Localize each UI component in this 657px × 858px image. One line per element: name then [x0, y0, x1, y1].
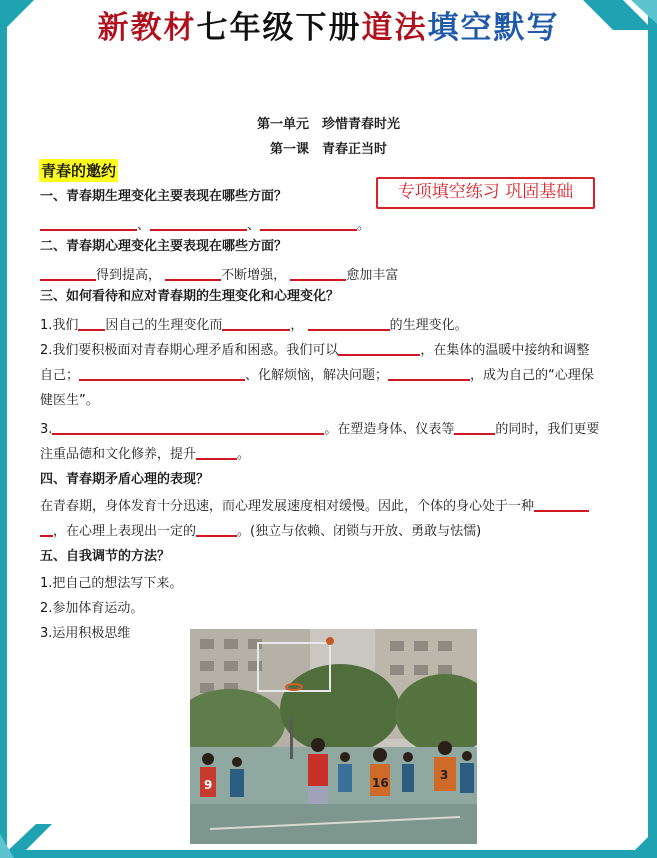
worksheet-content — [40, 188, 620, 646]
fill-blank[interactable] — [150, 216, 247, 231]
fill-blank[interactable] — [338, 341, 420, 356]
jersey-number: 16 — [372, 776, 389, 790]
answer-text: 自己； — [40, 368, 80, 383]
fill-blank[interactable] — [196, 522, 237, 537]
question-3-item-1 — [40, 313, 620, 338]
answer-text: 不断增强， — [221, 268, 287, 283]
lesson-title: 第一课 青春正当时 — [269, 142, 387, 157]
answer-text: 愈加丰富 — [346, 268, 399, 283]
fill-blank[interactable] — [52, 420, 324, 435]
fill-blank[interactable] — [222, 316, 290, 331]
question-3-item-2-line-3 — [40, 388, 620, 413]
answer-text: 2.我们要积极面对青春期心理矛盾和困惑。我们可以 — [40, 343, 339, 358]
separator: 。 — [357, 218, 371, 233]
frame-bottom-border — [0, 850, 657, 858]
banner-part-4: 填空默写 — [427, 10, 560, 46]
answer-text: 的生理变化。 — [389, 318, 468, 333]
question-1-title: 一、青春期生理变化主要表现在哪些方面？ — [40, 189, 288, 204]
fill-blank[interactable] — [40, 216, 137, 231]
separator: 、 — [137, 218, 151, 233]
answer-text: ，成为自己的“心理保 — [470, 368, 594, 383]
answer-text: 在青春期，身体发育十分迅速，而心理发展速度相对缓慢。因此，个体的身心处于一种 — [40, 499, 535, 514]
answer-text: 。 — [237, 447, 251, 462]
fill-blank[interactable] — [534, 497, 589, 512]
page-banner-title — [0, 2, 657, 47]
fill-blank[interactable] — [78, 316, 105, 331]
answer-text: 1.我们 — [40, 318, 79, 333]
answer-text: ， — [290, 318, 304, 333]
fill-blank[interactable] — [260, 216, 357, 231]
answer-text: ，在集体的温暖中接纳和调整 — [420, 343, 590, 358]
separator: 、 — [247, 218, 261, 233]
corner-decoration-bottom-right — [627, 828, 657, 858]
fill-blank[interactable] — [40, 266, 96, 281]
question-5-item-2: 2.参加体育运动。 — [40, 601, 144, 616]
question-2-title: 二、青春期心理变化主要表现在哪些方面？ — [40, 239, 288, 254]
fill-blank[interactable] — [165, 266, 221, 281]
question-3-title: 三、如何看待和应对青春期的生理变化和心理变化？ — [40, 289, 340, 304]
answer-text: 、化解烦恼，解决问题； — [245, 368, 389, 383]
fill-blank[interactable] — [454, 420, 495, 435]
question-4-title: 四、青春期矛盾心理的表现？ — [40, 472, 210, 487]
question-2-answer-line — [40, 263, 620, 288]
fill-blank[interactable] — [40, 522, 53, 537]
question-4-line-1 — [40, 494, 620, 519]
question-3-item-2-line-1 — [40, 338, 620, 363]
question-1-answer-line — [40, 213, 620, 238]
question-3-item-3-line-1 — [40, 417, 620, 442]
answer-text: 的同时，我们更要 — [495, 422, 600, 437]
practice-stamp: 专项填空练习 巩固基础 — [376, 177, 595, 209]
answer-text: 因自己的生理变化而 — [105, 318, 223, 333]
corner-decoration-bottom-left — [0, 824, 70, 858]
question-5-title: 五、自我调节的方法？ — [40, 549, 171, 564]
answer-text: 3. — [40, 422, 53, 437]
question-3-item-2-line-2 — [40, 363, 620, 388]
unit-title: 第一单元 珍惜青春时光 — [256, 117, 400, 132]
answer-text: 得到提高， — [96, 268, 162, 283]
banner-part-3: 道法 — [361, 10, 428, 46]
fill-blank[interactable] — [79, 366, 245, 381]
answer-text: 。在塑造身体、仪表等 — [324, 422, 455, 437]
answer-text: 。(独立与依赖、闭锁与开放、勇敢与怯懦) — [237, 524, 482, 539]
answer-text: 健医生”。 — [40, 393, 99, 408]
fill-blank[interactable] — [388, 366, 470, 381]
question-5-item-1: 1.把自己的想法写下来。 — [40, 576, 183, 591]
banner-part-2: 七年级下册 — [196, 10, 362, 46]
answer-text: ，在心理上表现出一定的 — [53, 524, 197, 539]
banner-part-1: 新教材 — [97, 10, 197, 46]
question-3-item-3-line-2 — [40, 442, 620, 467]
fill-blank[interactable] — [308, 316, 390, 331]
jersey-number: 9 — [204, 778, 213, 792]
question-4-line-2 — [40, 519, 620, 544]
jersey-number: 3 — [440, 768, 449, 782]
question-5-item-3: 3.运用积极思维 — [40, 626, 131, 641]
answer-text: 注重品德和文化修养，提升 — [40, 447, 197, 462]
basketball-class-photo — [190, 629, 477, 844]
fill-blank[interactable] — [290, 266, 346, 281]
section-heading: 青春的邀约 — [39, 159, 118, 182]
fill-blank[interactable] — [196, 445, 237, 460]
